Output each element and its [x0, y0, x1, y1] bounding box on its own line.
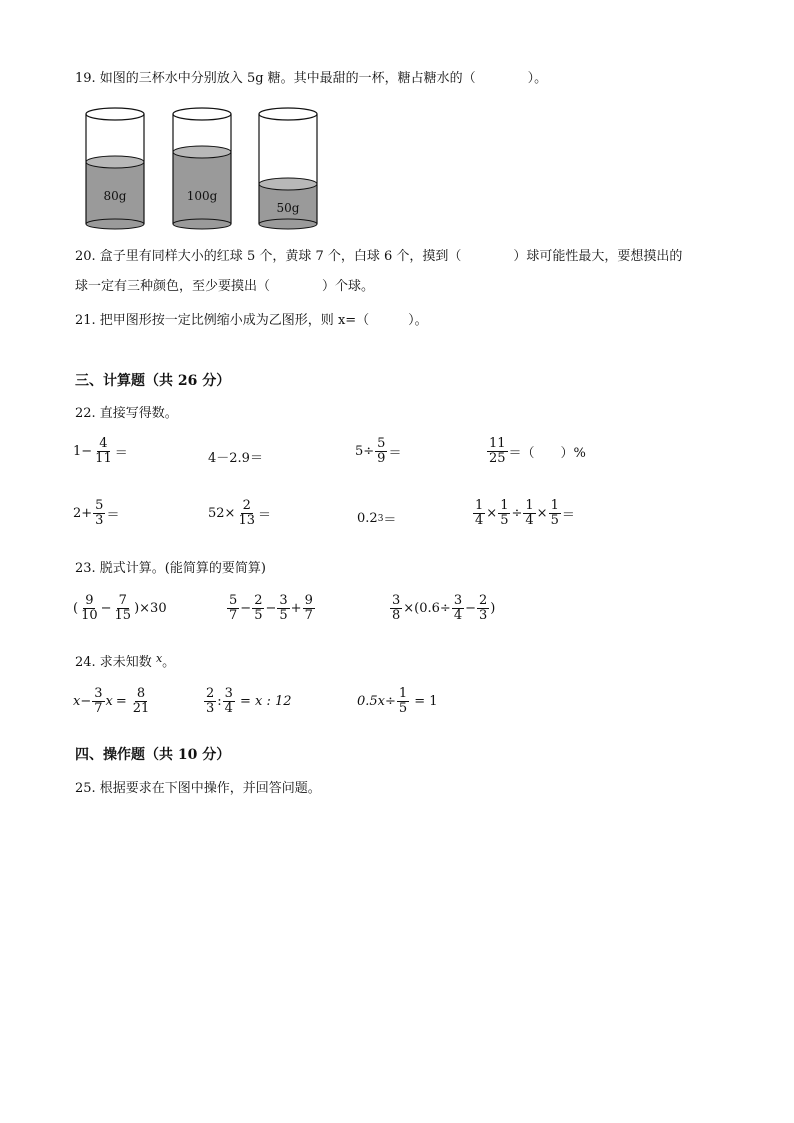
question-20-line-2: 球一定有三种颜色，至少要摸出（ ）个球。 — [75, 279, 375, 294]
q22-r1c1: 1− $\frac{4}{11}$ ＝ — [73, 436, 128, 466]
q22-r2c1: 2+ $\frac{5}{3}$ ＝ — [73, 498, 120, 528]
cup-100g — [173, 108, 231, 229]
q22-r2c4: $\frac{1}{4}$ × $\frac{1}{5}$ ÷ $\frac{1}{4}$ × $\frac{1}{5}$ ＝ — [475, 498, 575, 528]
q23-expr-3: $\frac{3}{8}$ ×(0.6÷ $\frac{3}{4}$ − $\frac{2}{3}$ ) — [392, 593, 496, 623]
cup-label-1: 80g — [103, 189, 127, 203]
section-4-title: 四、操作题（共 10 分） — [75, 747, 231, 763]
question-22-title: 22. 直接写得数。 — [75, 406, 178, 421]
cup-label-3: 50g — [276, 201, 300, 215]
sugar-water-cups-figure — [80, 104, 330, 230]
question-25-text: 25. 根据要求在下图中操作，并回答问题。 — [75, 781, 321, 796]
q24-eq-2: 2 3 : $\frac{3}{4}$ = x : 12 — [206, 686, 292, 716]
question-24-title: 24. 求未知数 $^x$。 — [75, 652, 176, 670]
cup-label-2: 100g — [186, 189, 218, 203]
q22-r2c3: 0.2 3 ＝ — [357, 511, 397, 528]
cup-80g — [86, 108, 144, 229]
cup-50g — [259, 108, 317, 229]
q22-r1c4: 11 25 ＝（ ）% — [489, 436, 586, 466]
section-3-title: 三、计算题（共 26 分） — [75, 373, 231, 389]
q23-expr-2: 5 7 − $\frac{2}{5}$ − $\frac{3}{5}$ + $\frac{9}{7}$ — [229, 593, 313, 623]
q24-eq-3: 0.5x÷ $\frac{1}{5}$ = 1 — [357, 686, 438, 716]
q23-expr-1: ( 9 10 − $\frac{7}{15}$ )×30 — [73, 593, 167, 623]
q22-r1c2: 4－2.9＝ — [208, 451, 263, 466]
question-20-line-1: 20. 盒子里有同样大小的红球 5 个，黄球 7 个，白球 6 个，摸到（ ）球可能性最大，要想摸出的 — [75, 249, 683, 264]
q22-r2c2: 52× $\frac{2}{13}$ ＝ — [208, 498, 271, 528]
question-19-text: 19. 如图的三杯水中分别放入 5g 糖。其中最甜的一杯，糖占糖水的（ ）。 — [75, 71, 548, 86]
question-21-text: 21. 把甲图形按一定比例缩小成为乙图形，则 x=（ ）。 — [75, 313, 428, 328]
q22-r1c3: 5÷ $\frac{5}{9}$ ＝ — [355, 436, 402, 466]
question-23-title: 23. 脱式计算。(能简算的要简算) — [75, 561, 266, 576]
q24-eq-1: x − $\frac{3}{7}$ x = $\frac{8}{21}$ — [73, 686, 150, 716]
